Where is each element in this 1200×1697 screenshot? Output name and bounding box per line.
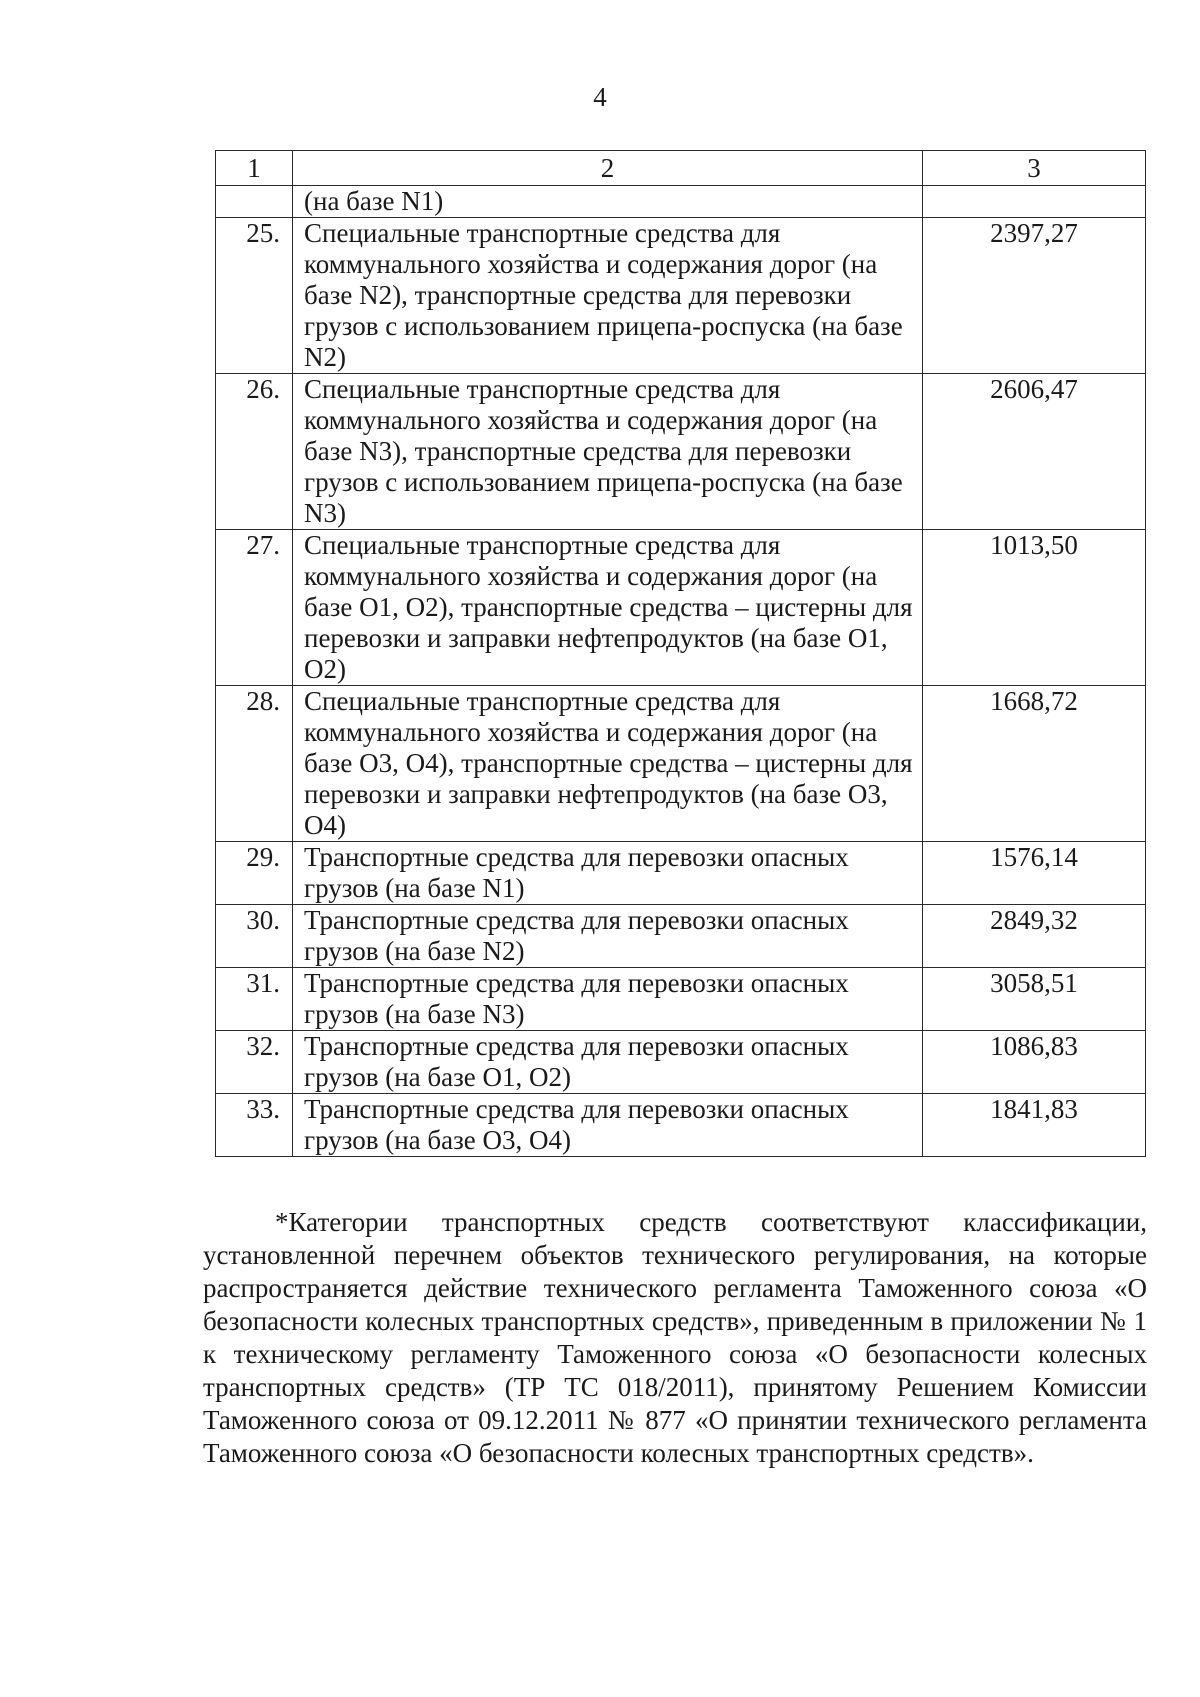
table-row: [216, 968, 1146, 1031]
row-value: 1086,83: [923, 1031, 1146, 1094]
table-row: [216, 686, 1146, 842]
tariff-table: [215, 150, 1146, 1157]
row-description: Специальные транспортные средства для коммунального хозяйства и содержания дорог (на базе О1, О2), транспортные средства – цистерны для перевозки и заправки нефтепродуктов (на базе О1, О2): [293, 530, 923, 686]
table-row: [216, 374, 1146, 530]
row-value: [923, 186, 1146, 218]
row-description: Специальные транспортные средства для коммунального хозяйства и содержания дорог (на базе N3), транспортные средства для перевозки грузов с использованием прицепа-роспуска (на базе N3): [293, 374, 923, 530]
page-number: 4: [593, 82, 607, 112]
table-row: [216, 186, 1146, 218]
row-value: 3058,51: [923, 968, 1146, 1031]
row-description: Транспортные средства для перевозки опасных грузов (на базе N1): [293, 842, 923, 905]
row-value: 2397,27: [923, 218, 1146, 374]
table-row: [216, 905, 1146, 968]
row-number: 27.: [216, 530, 293, 686]
row-value: 1576,14: [923, 842, 1146, 905]
row-number: 26.: [216, 374, 293, 530]
table-row: [216, 218, 1146, 374]
row-description: Транспортные средства для перевозки опасных грузов (на базе О1, О2): [293, 1031, 923, 1094]
column-header-description: 2: [293, 151, 923, 186]
row-description: (на базе N1): [293, 186, 923, 218]
table-header-row: [216, 151, 1146, 186]
row-value: 1841,83: [923, 1094, 1146, 1157]
row-number: 32.: [216, 1031, 293, 1094]
row-number: 33.: [216, 1094, 293, 1157]
row-number: 29.: [216, 842, 293, 905]
row-description: Транспортные средства для перевозки опасных грузов (на базе О3, О4): [293, 1094, 923, 1157]
row-description: Транспортные средства для перевозки опасных грузов (на базе N2): [293, 905, 923, 968]
row-value: 2606,47: [923, 374, 1146, 530]
row-value: 1668,72: [923, 686, 1146, 842]
table-row: [216, 842, 1146, 905]
column-header-number: 1: [216, 151, 293, 186]
footnote: [203, 1206, 1147, 1470]
row-number: 28.: [216, 686, 293, 842]
row-description: Специальные транспортные средства для коммунального хозяйства и содержания дорог (на базе О3, О4), транспортные средства – цистерны для перевозки и заправки нефтепродуктов (на базе О3, О4): [293, 686, 923, 842]
table-row: [216, 530, 1146, 686]
row-number: 25.: [216, 218, 293, 374]
row-value: 1013,50: [923, 530, 1146, 686]
row-number: [216, 186, 293, 218]
row-number: 30.: [216, 905, 293, 968]
row-description: Транспортные средства для перевозки опасных грузов (на базе N3): [293, 968, 923, 1031]
column-header-value: 3: [923, 151, 1146, 186]
row-number: 31.: [216, 968, 293, 1031]
row-description: Специальные транспортные средства для коммунального хозяйства и содержания дорог (на базе N2), транспортные средства для перевозки грузов с использованием прицепа-роспуска (на базе N2): [293, 218, 923, 374]
footnote-text: *Категории транспортных средств соответствуют классификации, установленной перечнем объектов технического регулирования, на которые распространяется действие технического регламента Таможенного союза «О безопасности колесных транспортных средств», приведенным в приложении № 1 к техническому регламенту Таможенного союза «О безопасности колесных транспортных средств» (ТР ТС 018/2011), принятому Решением Комиссии Таможенного союза от 09.12.2011 № 877 «О принятии технического регламента Таможенного союза «О безопасности колесных транспортных средств».: [203, 1207, 1147, 1468]
table-row: [216, 1031, 1146, 1094]
table-row: [216, 1094, 1146, 1157]
row-value: 2849,32: [923, 905, 1146, 968]
